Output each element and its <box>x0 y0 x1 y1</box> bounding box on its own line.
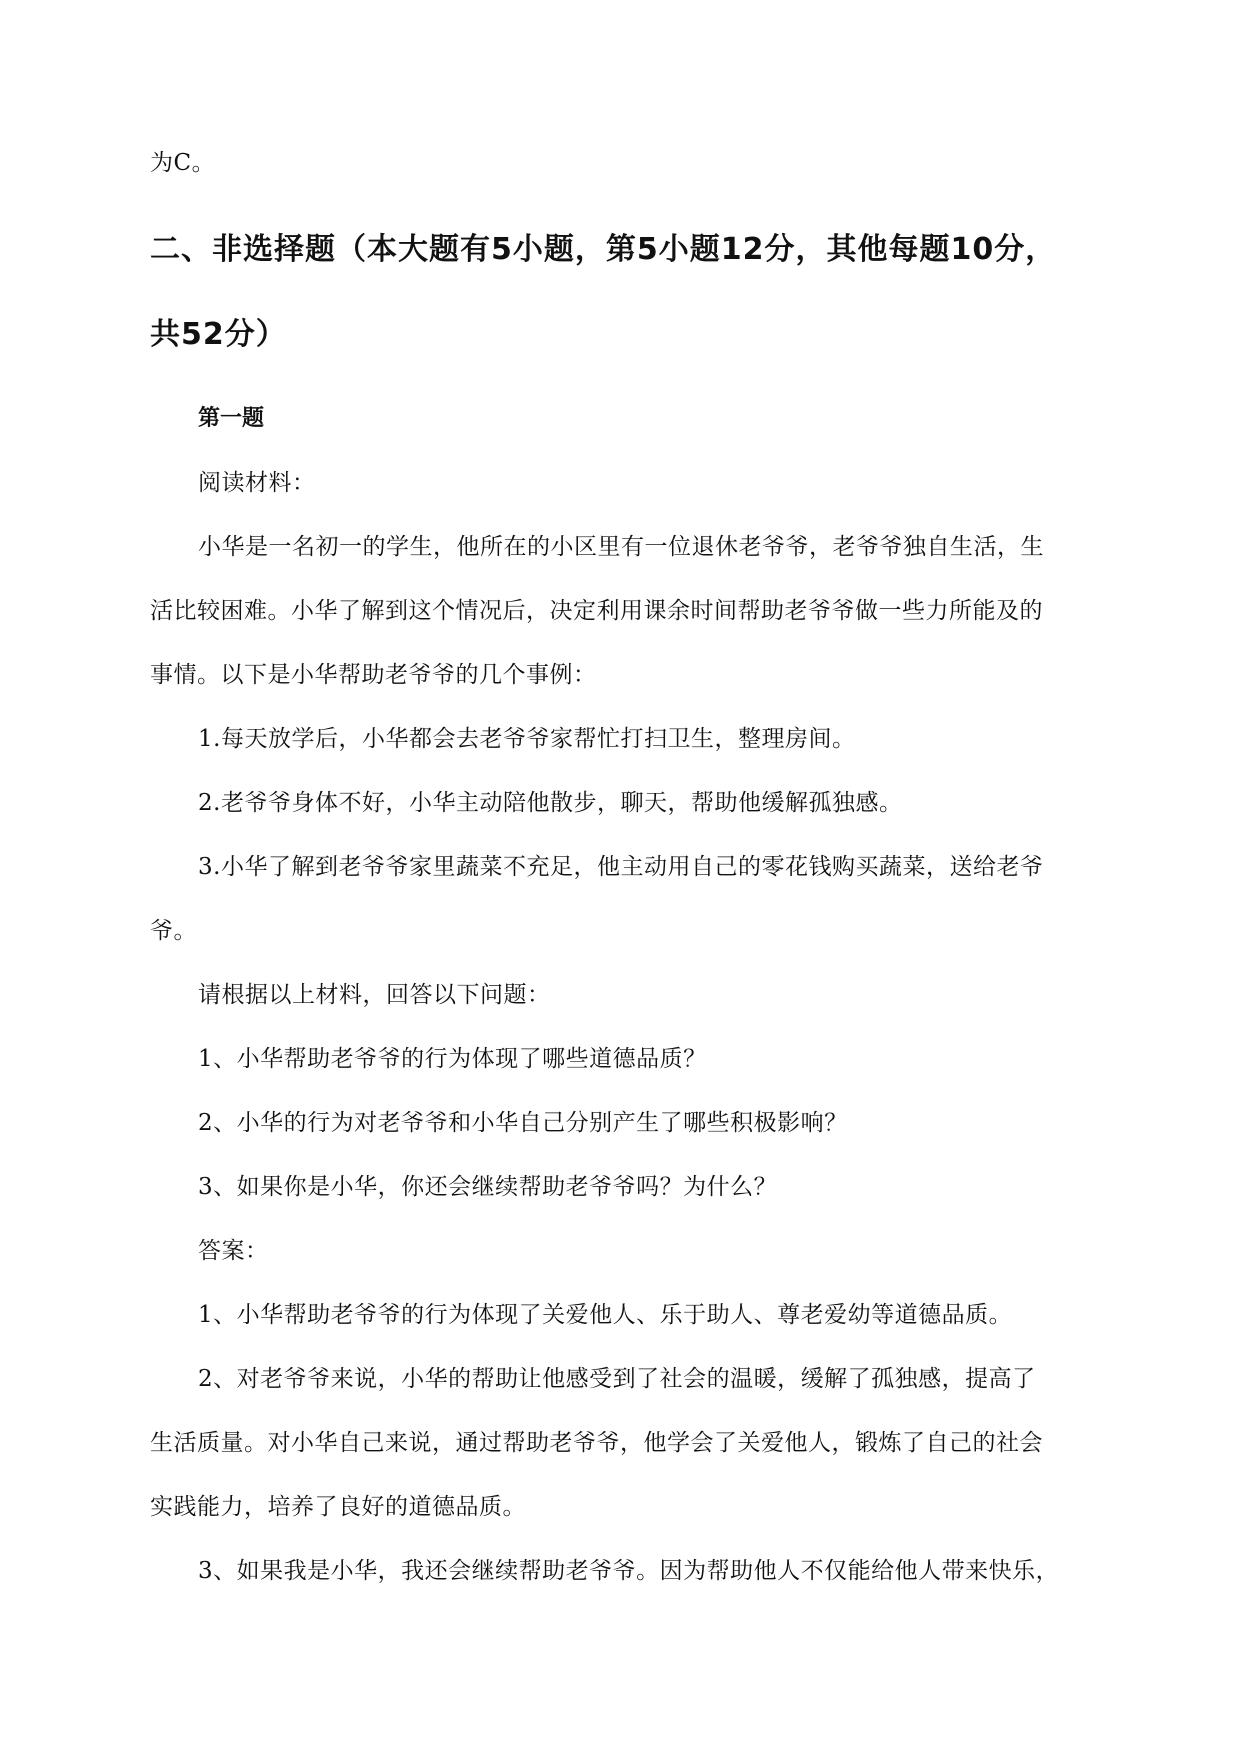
material-item: 3.小华了解到老爷爷家里蔬菜不充足，他主动用自己的零花钱购买蔬菜，送给老爷 <box>198 854 1044 880</box>
answer-item: 实践能力，培养了良好的道德品质。 <box>150 1494 526 1520</box>
section-heading-line1: 二、非选择题（本大题有5小题，第5小题12分，其他每题10分， <box>150 232 1057 267</box>
material-item: 爷。 <box>150 918 197 944</box>
answer-item: 3、如果我是小华，我还会继续帮助老爷爷。因为帮助他人不仅能给他人带来快乐， <box>198 1558 1060 1584</box>
material-label: 阅读材料： <box>198 470 316 496</box>
material-paragraph-line: 小华是一名初一的学生，他所在的小区里有一位退休老爷爷，老爷爷独自生活，生 <box>198 534 1044 560</box>
question-item: 2、小华的行为对老爷爷和小华自己分别产生了哪些积极影响？ <box>198 1110 848 1136</box>
question-title: 第一题 <box>198 406 265 431</box>
question-item: 3、如果你是小华，你还会继续帮助老爷爷吗？为什么？ <box>198 1174 778 1200</box>
question-prompt: 请根据以上材料，回答以下问题： <box>198 982 551 1008</box>
answer-label: 答案： <box>198 1238 269 1264</box>
answer-item: 生活质量。对小华自己来说，通过帮助老爷爷，他学会了关爱他人，锻炼了自己的社会 <box>150 1430 1043 1456</box>
material-paragraph-line: 活比较困难。小华了解到这个情况后，决定利用课余时间帮助老爷爷做一些力所能及的 <box>150 598 1043 624</box>
continuation-text: 为C。 <box>150 150 216 176</box>
section-heading-line2: 共52分） <box>150 317 287 352</box>
material-paragraph-line: 事情。以下是小华帮助老爷爷的几个事例： <box>150 662 597 688</box>
answer-item: 1、小华帮助老爷爷的行为体现了关爱他人、乐于助人、尊老爱幼等道德品质。 <box>198 1302 1013 1328</box>
question-item: 1、小华帮助老爷爷的行为体现了哪些道德品质？ <box>198 1046 707 1072</box>
answer-item: 2、对老爷爷来说，小华的帮助让他感受到了社会的温暖，缓解了孤独感，提高了 <box>198 1366 1036 1392</box>
material-item: 1.每天放学后，小华都会去老爷爷家帮忙打扫卫生，整理房间。 <box>198 726 856 752</box>
material-item: 2.老爷爷身体不好，小华主动陪他散步，聊天，帮助他缓解孤独感。 <box>198 790 903 816</box>
